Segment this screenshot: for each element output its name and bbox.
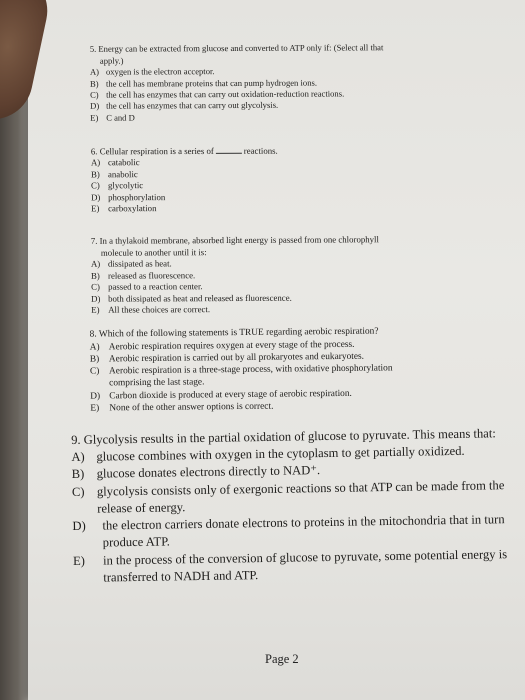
question-6-stem: 6. Cellular respiration is a series of reactions.	[90, 145, 278, 157]
question-6	[91, 145, 278, 216]
question-7-option-e: E) All these choices are correct.	[91, 304, 211, 315]
question-5-stem: 5. Energy can be extracted from glucose and converted to ATP only if: (Select all that	[89, 42, 384, 54]
answer-blank	[216, 153, 242, 154]
question-6-option-d: D) phosphorylation	[91, 191, 166, 203]
question-5-option-c: C) the cell has enzymes that can carry out oxidation-reduction reactions.	[90, 88, 345, 100]
question-8-option-c: C) Aerobic respiration is a three-stage process, with oxidative phosphorylation	[89, 363, 393, 377]
question-9	[71, 425, 507, 587]
question-8	[90, 325, 393, 414]
question-7-stem-cont: molecule to another until it is:	[100, 246, 207, 258]
question-7-option-d: D) both dissipated as heat and released as fluorescence.	[91, 292, 292, 304]
question-9-stem: 9. Glycolysis results in the partial oxidation of glucose to pyruvate. This means that:	[71, 426, 496, 447]
page-number: Page 2	[265, 652, 299, 666]
question-7-option-b: B) released as fluorescence.	[90, 269, 196, 281]
question-7-stem: 7. In a thylakoid membrane, absorbed light energy is passed from one chlorophyll	[90, 234, 379, 246]
question-8-option-a: A) Aerobic respiration requires oxygen at every stage of the process.	[89, 339, 355, 353]
question-9-option-c-cont: release of energy.	[97, 500, 186, 516]
question-9-option-d-cont: produce ATP.	[102, 534, 171, 550]
question-6-option-a: A) catabolic	[90, 157, 140, 168]
question-8-stem: 8. Which of the following statements is TRUE regarding aerobic respiration?	[89, 326, 379, 340]
question-8-option-e: E) None of the other answer options is correct.	[90, 401, 274, 414]
question-9-option-a: A) glucose combines with oxygen in the cytoplasm to get partially oxidized.	[71, 443, 465, 464]
question-8-option-d: D) Carbon dioxide is produced at every stage of aerobic respiration.	[90, 388, 352, 402]
question-9-option-b: B) glucose donates electrons directly to NAD⁺.	[71, 463, 321, 482]
question-8-option-b: B) Aerobic respiration is carried out by all prokaryotes and eukaryotes.	[89, 351, 365, 365]
question-7	[91, 234, 380, 316]
question-5-option-d: D) the cell has enzymes that can carry out glycolysis.	[90, 100, 279, 112]
question-9-option-d: D) the electron carriers donate electrons to proteins in the mitochondria that in turn	[72, 512, 505, 534]
question-5-option-e: E) C and D	[90, 112, 135, 123]
question-5	[90, 42, 384, 124]
question-8-option-c-cont: comprising the last stage.	[109, 377, 205, 389]
question-6-option-c: C) glycolytic	[91, 180, 144, 191]
question-9-option-c: C) glycolysis consists only of exergonic reactions so that ATP can be made from the	[71, 477, 505, 499]
question-6-option-e: E) carboxylation	[91, 203, 157, 214]
question-6-option-b: B) anabolic	[90, 168, 138, 179]
question-9-option-e-cont: transferred to NADH and ATP.	[103, 568, 259, 585]
question-9-option-e: E) in the process of the conversion of glucose to pyruvate, some potential energy is	[72, 546, 508, 568]
question-5-stem-cont: apply.)	[99, 55, 124, 66]
question-5-option-a: A) oxygen is the electron acceptor.	[89, 66, 215, 77]
question-5-option-b: B) the cell has membrane proteins that can pump hydrogen ions.	[89, 77, 317, 89]
question-7-option-a: A) dissipated as heat.	[90, 258, 172, 269]
question-7-option-c: C) passed to a reaction center.	[91, 281, 203, 292]
